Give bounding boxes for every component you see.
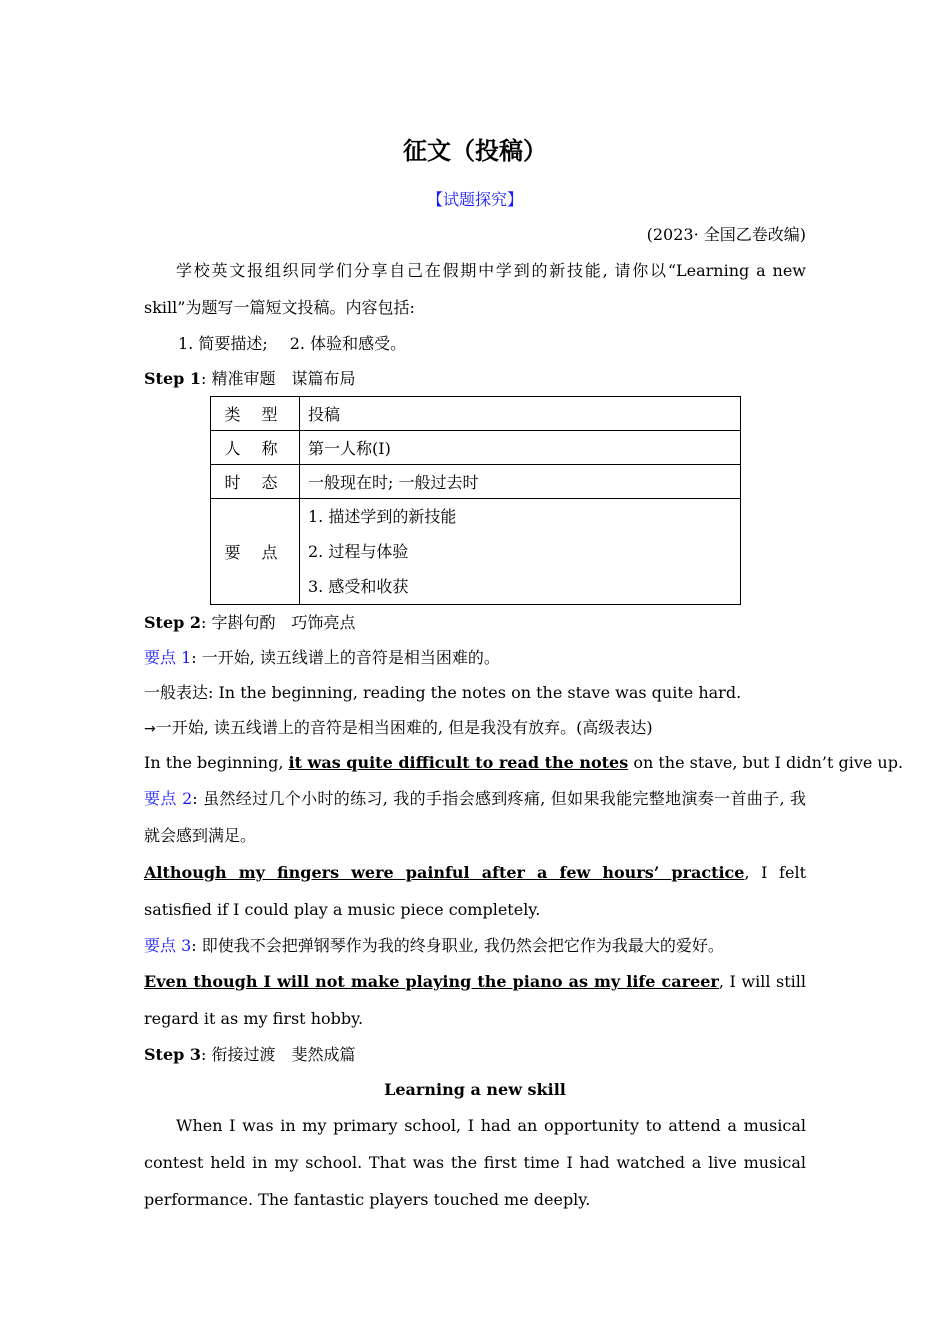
analysis-table bbox=[210, 396, 741, 605]
prompt-text: 学校英文报组织同学们分享自己在假期中学到的新技能, 请你以“Learning a new skill”为题写一篇短文投稿。内容包括: bbox=[144, 261, 806, 317]
point-highlight: Although my fingers were painful after a few hours’ practice bbox=[144, 863, 745, 882]
table-key: 时 态 bbox=[211, 465, 300, 499]
point-text: : 即使我不会把弹钢琴作为我的终身职业, 我仍然会把它作为我最大的爱好。 bbox=[191, 936, 724, 955]
step1-heading bbox=[144, 361, 806, 396]
advanced-prefix: In the beginning, bbox=[144, 753, 289, 772]
point1-advanced-en bbox=[144, 745, 904, 780]
step-label: Step 1 bbox=[144, 369, 202, 388]
table-row bbox=[211, 397, 741, 431]
essay-paragraph: When I was in my primary school, I had an opportunity to attend a musical contest held in my school. That was the first time I had watched a live musical performance. The fantastic players touched me deeply. bbox=[144, 1116, 806, 1209]
table-value: 投稿 bbox=[300, 397, 741, 431]
table-key: 要 点 bbox=[211, 499, 300, 605]
point-suffix: , I will still regard it as my first hobby. bbox=[144, 972, 807, 1028]
requirements-list bbox=[144, 326, 806, 361]
step-label: Step 3 bbox=[144, 1045, 202, 1064]
table-row bbox=[211, 465, 741, 499]
advanced-cn-text: 一开始, 读五线谱上的音符是相当困难的, 但是我没有放弃。(高级表达) bbox=[155, 718, 653, 737]
table-row bbox=[211, 431, 741, 465]
table-points bbox=[300, 499, 741, 605]
point2-english bbox=[144, 854, 806, 928]
point3-english bbox=[144, 963, 806, 1037]
point1-general: 一般表达: In the beginning, reading the notes on the stave was quite hard. bbox=[144, 683, 742, 702]
point-label: 要点 1 bbox=[144, 648, 192, 667]
section-label: 【试题探究】 bbox=[426, 190, 523, 209]
source-note: (2023· 全国乙卷改编) bbox=[646, 225, 806, 244]
point-suffix: , I felt satisfied if I could play a music piece completely. bbox=[144, 863, 806, 919]
page-title: 征文（投稿） bbox=[403, 137, 547, 165]
table-point: 1. 描述学到的新技能 bbox=[308, 507, 457, 526]
essay-title: Learning a new skill bbox=[384, 1080, 566, 1099]
advanced-highlight: it was quite difficult to read the notes bbox=[288, 753, 629, 772]
step-text: : 衔接过渡 斐然成篇 bbox=[201, 1045, 356, 1064]
table-key: 人 称 bbox=[211, 431, 300, 465]
requirement-item: 1. 简要描述; bbox=[178, 334, 268, 353]
requirement-item: 2. 体验和感受。 bbox=[289, 334, 407, 353]
point-highlight: Even though I will not make playing the piano as my life career bbox=[144, 972, 719, 991]
table-value: 一般现在时; 一般过去时 bbox=[300, 465, 741, 499]
point-text: : 一开始, 读五线谱上的音符是相当困难的。 bbox=[191, 648, 500, 667]
point-label: 要点 3 bbox=[144, 936, 192, 955]
step-text: : 精准审题 谋篇布局 bbox=[201, 369, 356, 388]
table-row bbox=[211, 499, 741, 605]
point1-advanced-cn bbox=[144, 710, 806, 745]
point1-heading bbox=[144, 640, 806, 675]
point3-heading bbox=[144, 928, 806, 963]
table-point: 3. 感受和收获 bbox=[308, 577, 409, 596]
table-point: 2. 过程与体验 bbox=[308, 542, 409, 561]
point2-heading bbox=[144, 780, 806, 854]
step2-heading bbox=[144, 605, 806, 640]
step-text: : 字斟句酌 巧饰亮点 bbox=[201, 613, 356, 632]
advanced-suffix: on the stave, but I didn’t give up. bbox=[628, 753, 904, 772]
table-key: 类 型 bbox=[211, 397, 300, 431]
step-label: Step 2 bbox=[144, 613, 202, 632]
point-label: 要点 2 bbox=[144, 789, 193, 808]
point-text: : 虽然经过几个小时的练习, 我的手指会感到疼痛, 但如果我能完整地演奏一首曲子, 我就会感到满足。 bbox=[144, 789, 806, 845]
arrow-icon: → bbox=[144, 721, 156, 737]
table-value: 第一人称(I) bbox=[300, 431, 741, 465]
step3-heading bbox=[144, 1037, 806, 1072]
